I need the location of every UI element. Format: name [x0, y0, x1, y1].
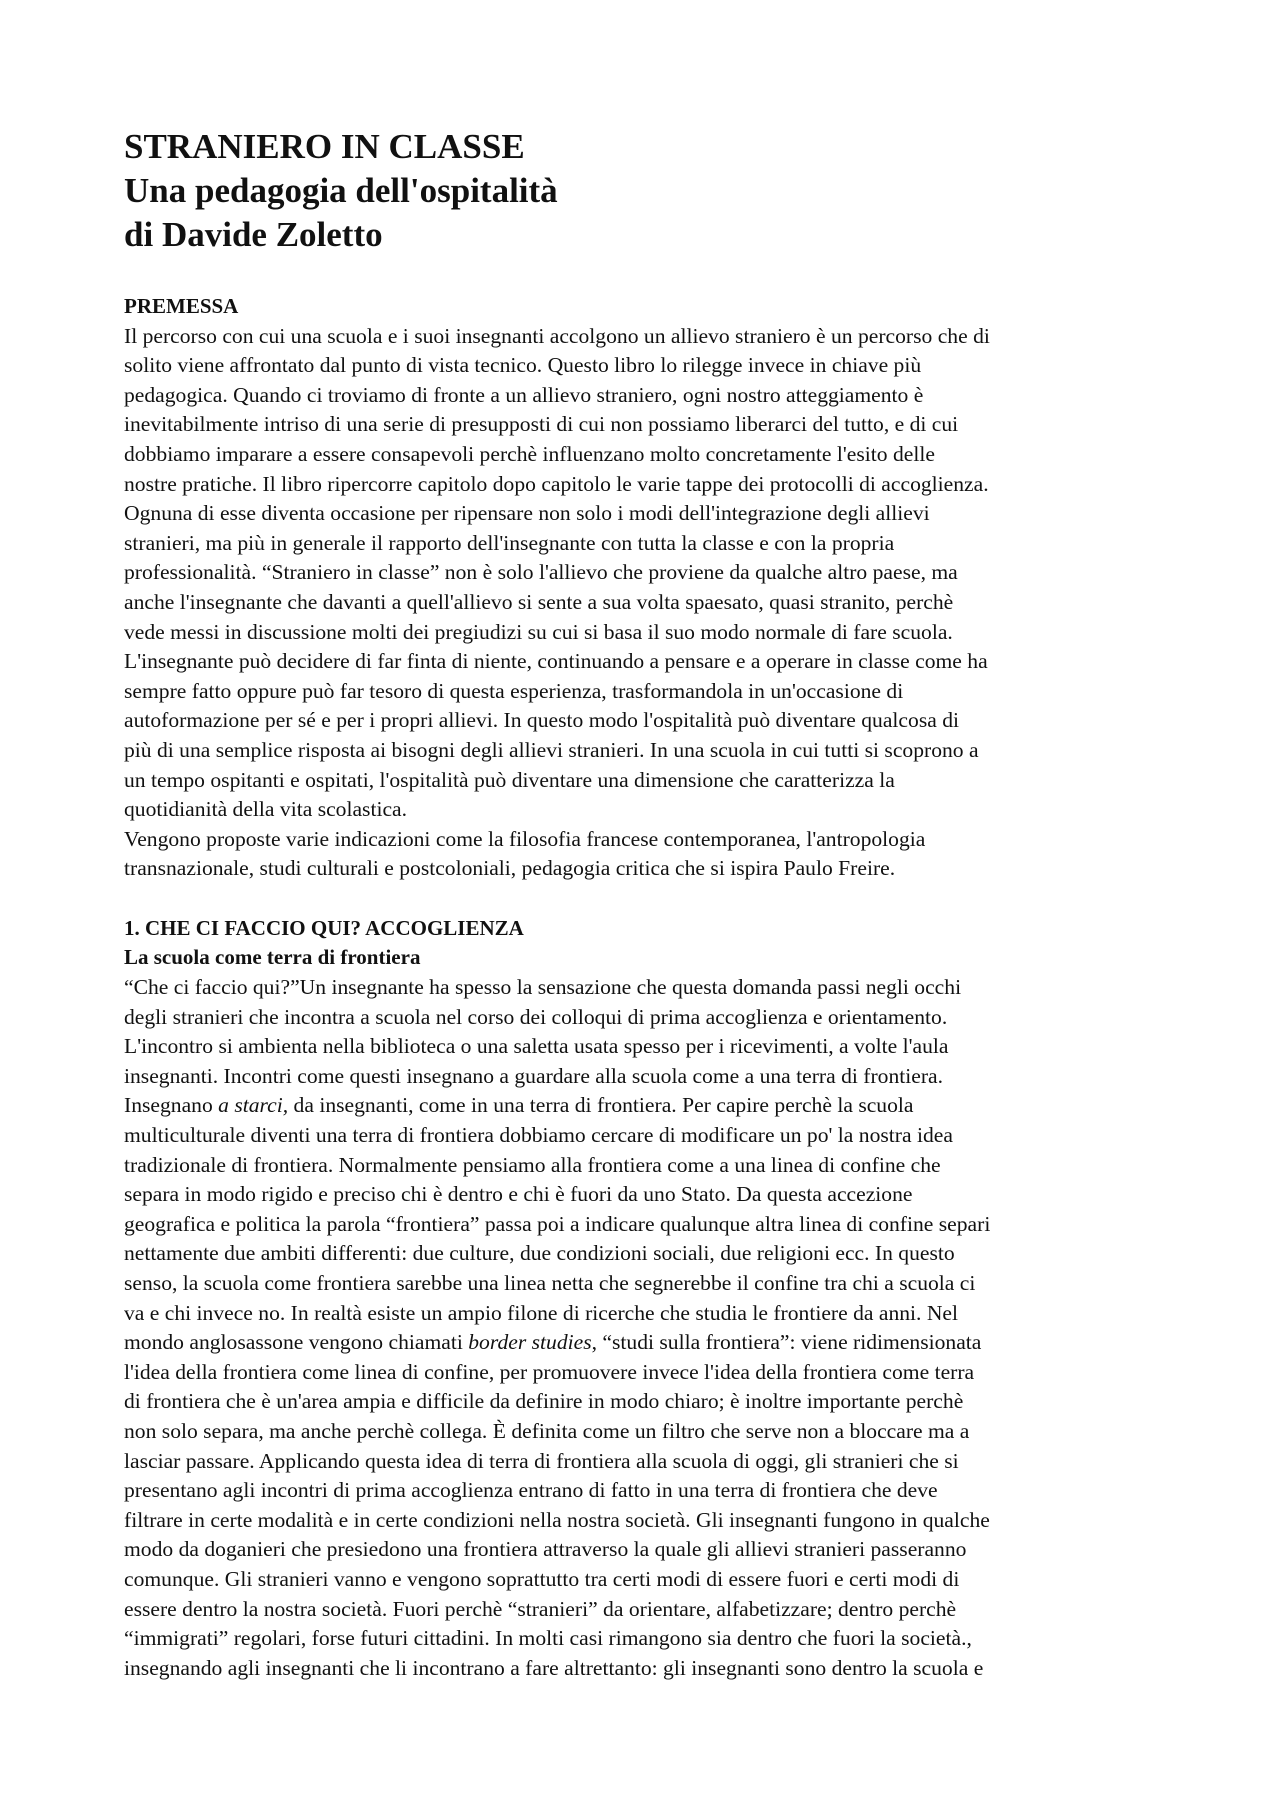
text-line: un tempo ospitanti e ospitati, l'ospitalità può diventare una dimensione che caratterizza la — [124, 767, 895, 792]
text-line: filtrare in certe modalità e in certe condizioni nella nostra società. Gli insegnanti fungono in qualche — [124, 1507, 990, 1532]
text-run: mondo anglosassone vengono chiamati — [124, 1330, 469, 1355]
chapter-1-paragraph — [124, 973, 1174, 1683]
text-line: insegnando agli insegnanti che li incontrano a fare altrettanto: gli insegnanti sono dentro la scuola e — [124, 1655, 984, 1680]
text-line: senso, la scuola come frontiera sarebbe una linea netta che segnerebbe il confine tra chi a scuola ci — [124, 1271, 976, 1295]
italic-text: border studies — [468, 1330, 592, 1355]
text-line: lasciar passare. Applicando questa idea di terra di frontiera alla scuola di oggi, gli stranieri che si — [124, 1448, 959, 1473]
text-line: autoformazione per sé e per i propri allievi. In questo modo l'ospitalità può diventare qualcosa di — [124, 708, 959, 733]
text-line: geografica e politica la parola “frontiera” passa poi a indicare qualunque altra linea di confine separi — [124, 1211, 991, 1236]
text-line: presentano agli incontri di prima accoglienza entrano di fatto in una terra di frontiera che deve — [124, 1478, 938, 1503]
text-line: L'insegnante può decidere di far finta di niente, continuando a pensare e a operare in classe come ha — [124, 649, 988, 674]
text-line: Il percorso con cui una scuola e i suoi insegnanti accolgono un allievo straniero è un percorso che di — [124, 323, 990, 348]
text-line: Ognuna di esse diventa occasione per ripensare non solo i modi dell'integrazione degli allievi — [124, 501, 930, 526]
text-line: di frontiera che è un'area ampia e difficile da definire in modo chiaro; è inoltre importante perchè — [124, 1389, 964, 1414]
text-line: nostre pratiche. Il libro ripercorre capitolo dopo capitolo le varie tappe dei protocolli di accoglienza. — [124, 471, 989, 496]
text-line: pedagogica. Quando ci troviamo di fronte a un allievo straniero, ogni nostro atteggiamento è — [124, 382, 924, 407]
text-line: separa in modo rigido e preciso chi è dentro e chi è fuori da uno Stato. Da questa accezione — [124, 1182, 913, 1207]
text-line: L'incontro si ambienta nella biblioteca o una saletta usata spesso per i ricevimenti, a volte l'aula — [124, 1034, 949, 1059]
italic-text: a starci, — [218, 1093, 289, 1118]
text-line — [124, 1091, 1174, 1121]
premessa-paragraph-2 — [124, 825, 1174, 884]
text-line: professionalità. “Straniero in classe” non è solo l'allievo che proviene da qualche altro paese, ma — [124, 560, 958, 585]
text-line: più di una semplice risposta ai bisogni degli allievi stranieri. In una scuola in cui tutti si scoprono a — [124, 737, 979, 762]
text-line: vede messi in discussione molti dei pregiudizi su cui si basa il suo modo normale di fare scuola. — [124, 619, 953, 644]
text-line: modo da doganieri che presiedono una frontiera attraverso la quale gli allievi stranieri passeranno — [124, 1537, 967, 1562]
chapter-1-subheading: La scuola come terra di frontiera — [124, 945, 421, 970]
text-line: transnazionale, studi culturali e postcoloniali, pedagogia critica che si ispira Paulo Freire. — [124, 856, 896, 881]
title-line-2: Una pedagogia dell'ospitalità — [124, 171, 558, 210]
text-line: Vengono proposte varie indicazioni come la filosofia francese contemporanea, l'antropologia — [124, 826, 926, 851]
text-line: stranieri, ma più in generale il rapporto dell'insegnante con tutta la classe e con la propria — [124, 530, 895, 555]
text-line: essere dentro la nostra società. Fuori perchè “stranieri” da orientare, alfabetizzare; dentro perchè — [124, 1596, 957, 1621]
text-line: quotidianità della vita scolastica. — [124, 797, 408, 822]
text-line: insegnanti. Incontri come questi insegnano a guardare alla scuola come a una terra di frontiera. — [124, 1063, 944, 1088]
text-line: “immigrati” regolari, forse futuri cittadini. In molti casi rimangono sia dentro che fuori la società., — [124, 1626, 972, 1651]
document-title — [124, 125, 1174, 257]
document-page — [124, 125, 1174, 1683]
text-line: sempre fatto oppure può far tesoro di questa esperienza, trasformandola in un'occasione di — [124, 678, 904, 703]
text-line: comunque. Gli stranieri vanno e vengono soprattutto tra certi modi di essere fuori e certi modi di — [124, 1566, 960, 1591]
text-line: nettamente due ambiti differenti: due culture, due condizioni sociali, due religioni ecc. In questo — [124, 1241, 955, 1266]
text-line: non solo separa, ma anche perchè collega. È definita come un filtro che serve non a bloccare ma a — [124, 1418, 970, 1443]
premessa-paragraph-1 — [124, 322, 1174, 825]
text-line: anche l'insegnante che davanti a quell'allievo si sente a sua volta spaesato, quasi stranito, perchè — [124, 589, 954, 614]
text-line: tradizionale di frontiera. Normalmente pensiamo alla frontiera come a una linea di confine che — [124, 1152, 941, 1177]
text-line: l'idea della frontiera come linea di confine, per promuovere invece l'idea della frontiera come terra — [124, 1359, 975, 1384]
text-line: inevitabilmente intriso di una serie di presupposti di cui non possiamo liberarci del tutto, e di cui — [124, 412, 959, 437]
text-line: multiculturale diventi una terra di frontiera dobbiamo cercare di modificare un po' la nostra idea — [124, 1123, 953, 1148]
text-line: degli stranieri che incontra a scuola nel corso dei colloqui di prima accoglienza e orientamento. — [124, 1004, 948, 1029]
title-line-3: di Davide Zoletto — [124, 215, 383, 254]
text-line: dobbiamo imparare a essere consapevoli perchè influenzano molto concretamente l'esito delle — [124, 441, 935, 466]
text-run: , “studi sulla frontiera”: viene ridimensionata — [591, 1330, 982, 1355]
premessa-heading: PREMESSA — [124, 294, 239, 318]
text-line — [124, 1328, 1174, 1358]
text-line: va e chi invece no. In realtà esiste un ampio filone di ricerche che studia le frontiere da anni. Nel — [124, 1300, 959, 1325]
text-run: Insegnano — [124, 1093, 219, 1118]
text-line: “Che ci faccio qui?”Un insegnante ha spesso la sensazione che questa domanda passi negli occhi — [124, 975, 962, 1000]
text-line: solito viene affrontato dal punto di vista tecnico. Questo libro lo rilegge invece in chiave più — [124, 353, 922, 378]
chapter-1-heading: 1. CHE CI FACCIO QUI? ACCOGLIENZA — [124, 915, 524, 940]
text-run: da insegnanti, come in una terra di frontiera. Per capire perchè la scuola — [288, 1093, 914, 1118]
title-line-1: STRANIERO IN CLASSE — [124, 127, 525, 166]
